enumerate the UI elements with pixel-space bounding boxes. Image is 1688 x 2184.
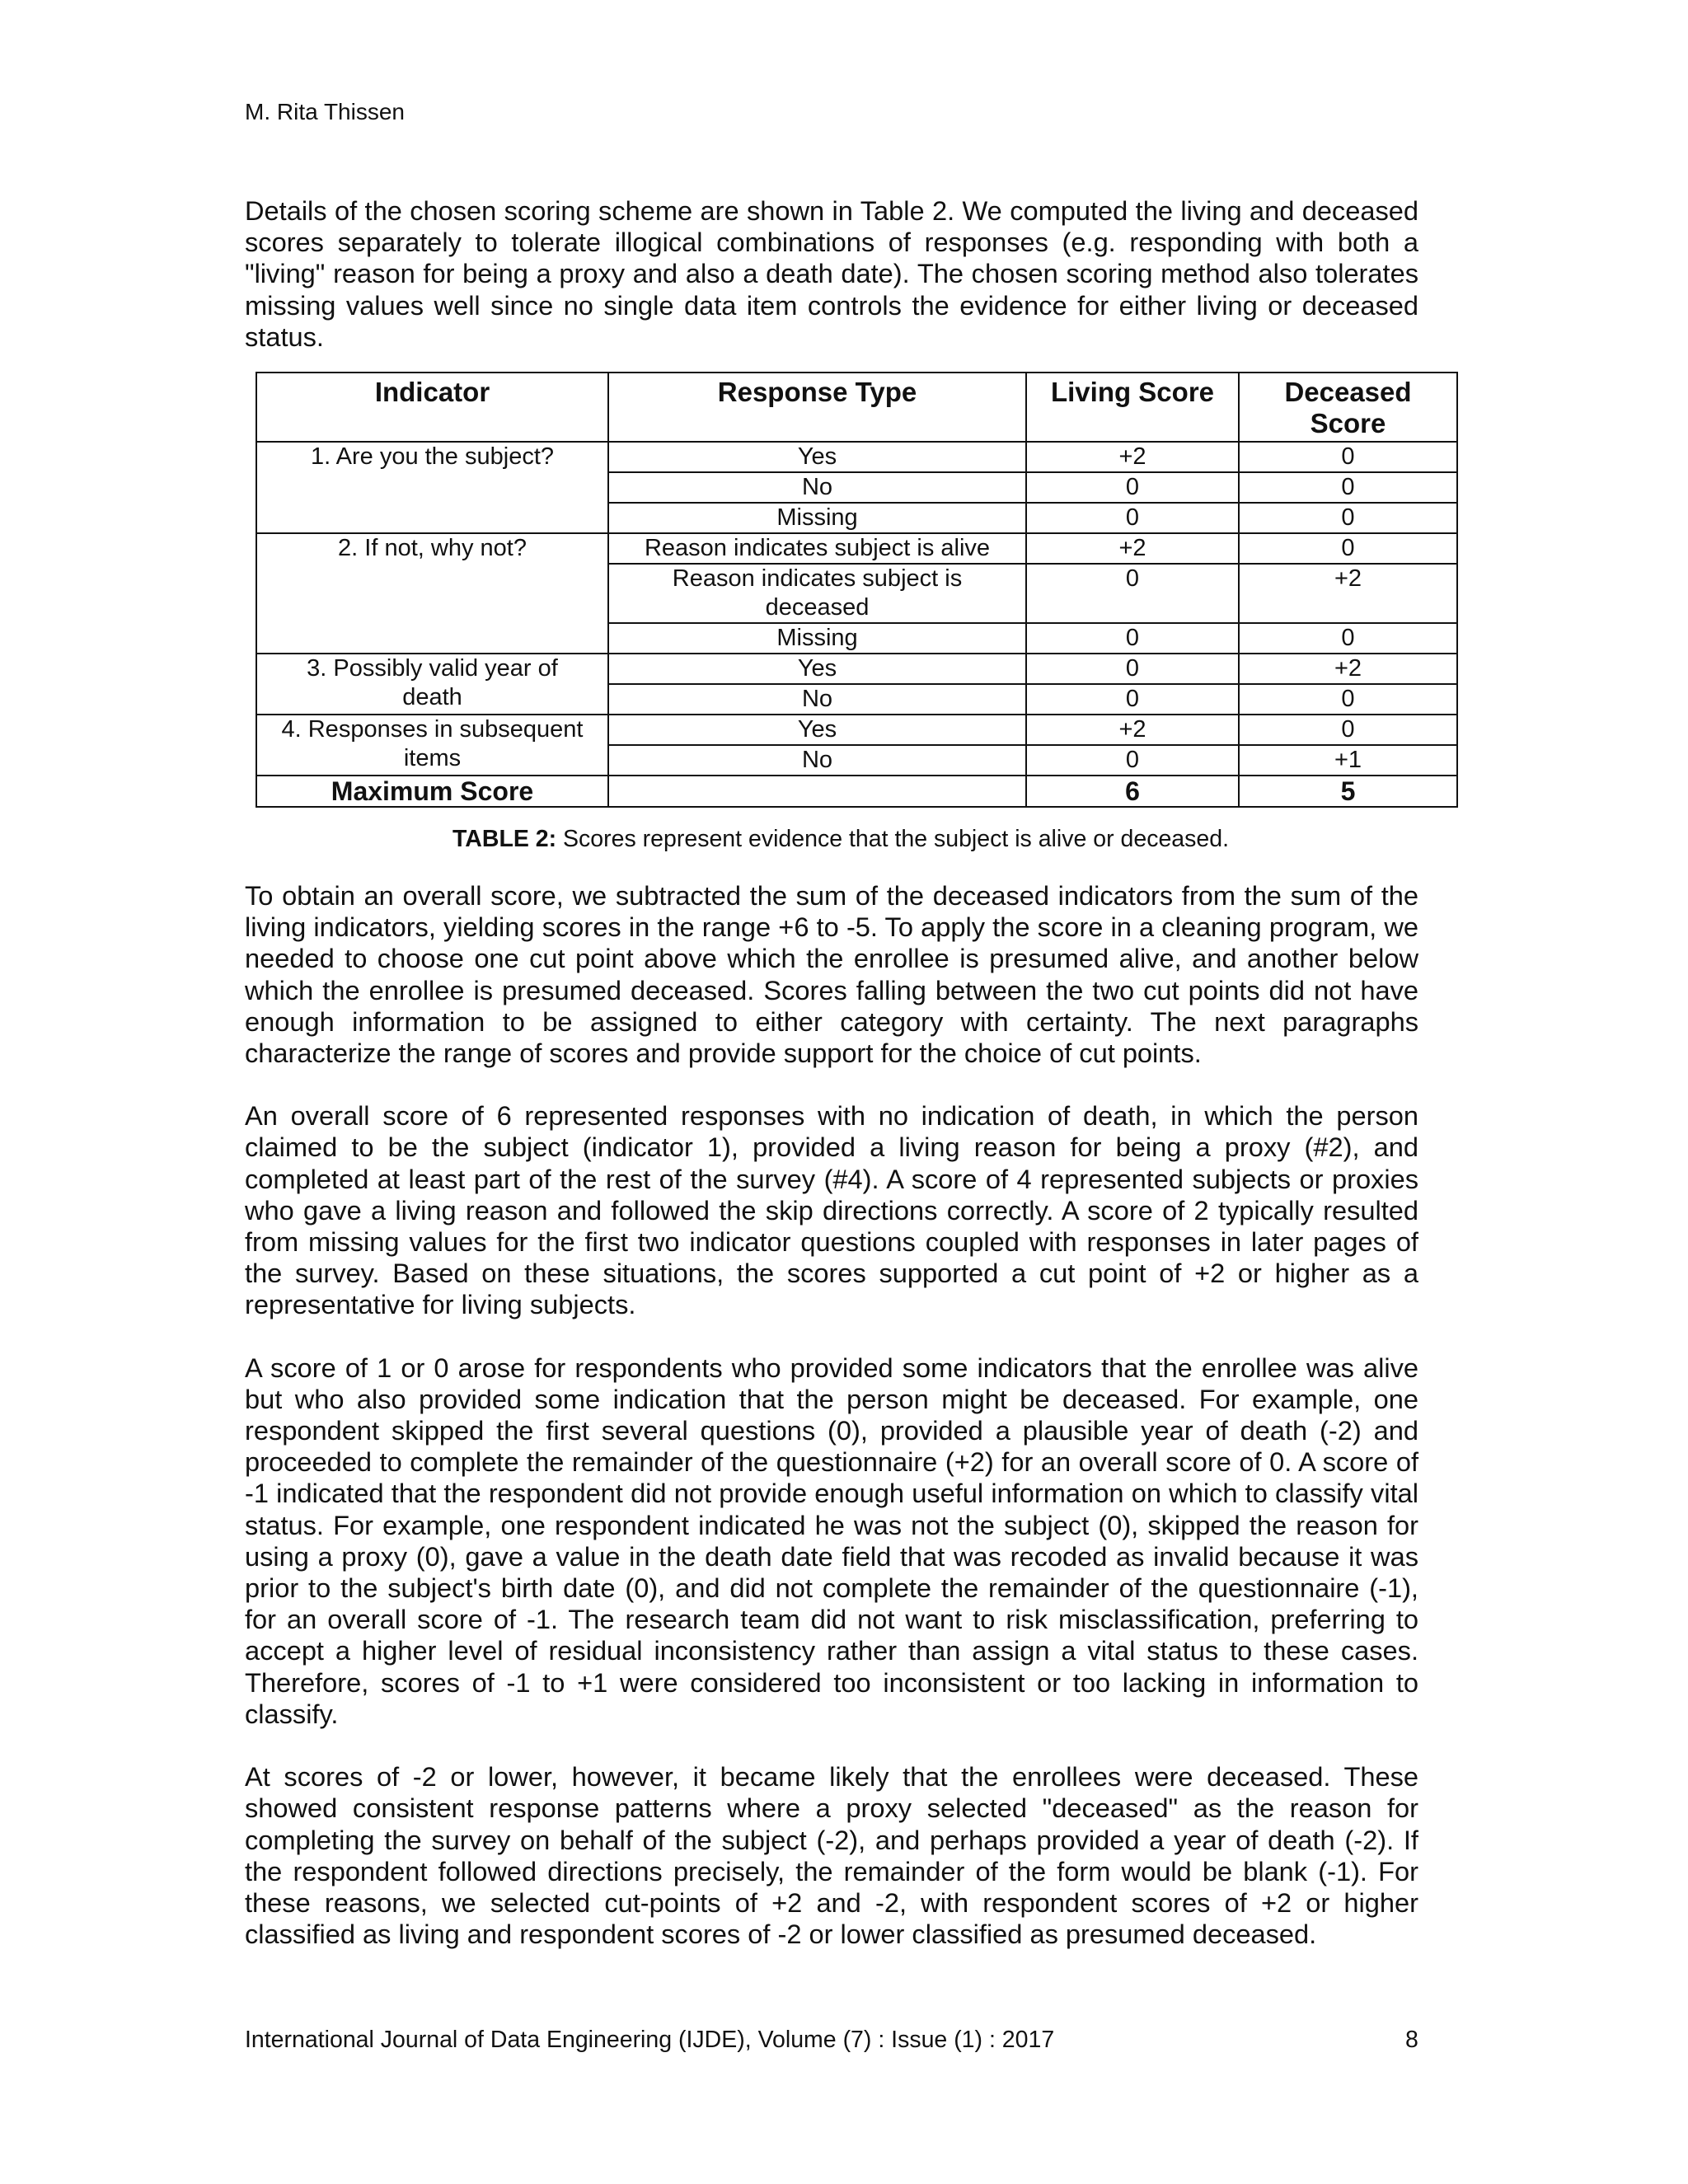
total-response-cell — [608, 776, 1026, 807]
header-living-score: Living Score — [1026, 373, 1239, 442]
response-type-cell: Yes — [608, 654, 1026, 684]
deceased-score-cell: 0 — [1239, 472, 1457, 503]
total-living-score: 6 — [1026, 776, 1239, 807]
table-total-row — [256, 776, 1457, 807]
intro-paragraph: Details of the chosen scoring scheme are shown in Table 2. We computed the living and deceased scores separately to tolerate illogical combinations of responses (e.g. responding with both a "living" reason for being a proxy and also a death date). The chosen scoring method also tolerates missing values well since no single data item controls the evidence for either living or deceased status. — [245, 195, 1418, 352]
table-row — [256, 715, 1457, 745]
response-type-cell: Reason indicates subject is alive — [608, 533, 1026, 564]
living-score-cell: 0 — [1026, 684, 1239, 715]
living-score-cell: 0 — [1026, 654, 1239, 684]
response-type-cell: No — [608, 745, 1026, 776]
deceased-score-cell: 0 — [1239, 623, 1457, 654]
living-score-cell: 0 — [1026, 564, 1239, 623]
header-indicator: Indicator — [256, 373, 608, 442]
body-paragraph-3: A score of 1 or 0 arose for respondents who provided some indicators that the enrollee was alive but who also provided some indication that the person might be deceased. For example, one respondent skipped the first several questions (0), provided a plausible year of death (-2) and proceeded to complete the remainder of the questionnaire (+2) for an overall score of 0. A score of -1 indicated that the respondent did not provide enough useful information on which to classify vital status. For example, one respondent indicated he was not the subject (0), skipped the reason for using a proxy (0), gave a value in the death date field that was recoded as invalid because it was prior to the subject's birth date (0), and did not complete the remainder of the questionnaire (-1), for an overall score of -1. The research team did not want to risk misclassification, preferring to accept a higher level of residual inconsistency rather than assign a vital status to these cases. Therefore, scores of -1 to +1 were considered too inconsistent or too lacking in information to classify. — [245, 1352, 1418, 1729]
response-type-cell: Reason indicates subject is deceased — [608, 564, 1026, 623]
response-type-cell: Missing — [608, 623, 1026, 654]
footer-journal: International Journal of Data Engineering (IJDE), Volume (7) : Issue (1) : 2017 — [245, 2027, 1055, 2053]
deceased-score-cell: +2 — [1239, 654, 1457, 684]
response-type-cell: No — [608, 472, 1026, 503]
body-paragraph-2: An overall score of 6 represented responses with no indication of death, in which the person claimed to be the subject (indicator 1), provided a living reason for being a proxy (#2), and completed at least part of the rest of the survey (#4). A score of 4 represented subjects or proxies who gave a living reason and followed the skip directions correctly. A score of 2 typically resulted from missing values for the first two indicator questions coupled with responses in later pages of the survey. Based on these situations, the scores supported a cut point of +2 or higher as a representative for living subjects. — [245, 1100, 1418, 1320]
running-head-author: M. Rita Thissen — [245, 99, 405, 124]
table-row — [256, 533, 1457, 564]
response-type-cell: No — [608, 684, 1026, 715]
indicator-label: 2. If not, why not? — [256, 533, 608, 654]
living-score-cell: 0 — [1026, 503, 1239, 533]
deceased-score-cell: 0 — [1239, 684, 1457, 715]
living-score-cell: +2 — [1026, 715, 1239, 745]
living-score-cell: 0 — [1026, 745, 1239, 776]
table-row — [256, 654, 1457, 684]
table-caption — [245, 824, 1418, 854]
table-header-row — [256, 373, 1457, 442]
deceased-score-cell: 0 — [1239, 503, 1457, 533]
scores-table-wrapper — [256, 372, 1456, 808]
indicator-label: 3. Possibly valid year of death — [256, 654, 608, 715]
header-response-type: Response Type — [608, 373, 1026, 442]
living-score-cell: 0 — [1026, 472, 1239, 503]
deceased-score-cell: 0 — [1239, 442, 1457, 472]
body-paragraph-4: At scores of -2 or lower, however, it became likely that the enrollees were deceased. These showed consistent response patterns where a proxy selected "deceased" as the reason for completing the survey on behalf of the subject (-2), and perhaps provided a year of death (-2). If the respondent followed directions precisely, the remainder of the form would be blank (-1). For these reasons, we selected cut-points of +2 and -2, with respondent scores of +2 or higher classified as living and respondent scores of -2 or lower classified as presumed deceased. — [245, 1761, 1418, 1950]
response-type-cell: Yes — [608, 442, 1026, 472]
body-paragraph-1: To obtain an overall score, we subtracted the sum of the deceased indicators from the sum of the living indicators, yielding scores in the range +6 to -5. To apply the score in a cleaning program, we needed to choose one cut point above which the enrollee is presumed alive, and another below which the enrollee is presumed deceased. Scores falling between the two cut points did not have enough information to be assigned to either category with certainty. The next paragraphs characterize the range of scores and provide support for the choice of cut points. — [245, 880, 1418, 1069]
living-score-cell: +2 — [1026, 442, 1239, 472]
caption-text: Scores represent evidence that the subject is alive or deceased. — [556, 826, 1230, 853]
header-deceased-score: Deceased Score — [1239, 373, 1457, 442]
response-type-cell: Yes — [608, 715, 1026, 745]
footer-page-number: 8 — [1405, 2027, 1418, 2053]
indicator-label: 1. Are you the subject? — [256, 442, 608, 533]
caption-label: TABLE 2: — [452, 826, 557, 853]
living-score-cell: +2 — [1026, 533, 1239, 564]
deceased-score-cell: 0 — [1239, 715, 1457, 745]
table-row — [256, 442, 1457, 472]
page-content — [245, 195, 1418, 1950]
total-deceased-score: 5 — [1239, 776, 1457, 807]
response-type-cell: Missing — [608, 503, 1026, 533]
deceased-score-cell: 0 — [1239, 533, 1457, 564]
living-score-cell: 0 — [1026, 623, 1239, 654]
indicator-label: 4. Responses in subsequent items — [256, 715, 608, 776]
total-label: Maximum Score — [256, 776, 608, 807]
scores-table — [256, 372, 1458, 808]
deceased-score-cell: +1 — [1239, 745, 1457, 776]
deceased-score-cell: +2 — [1239, 564, 1457, 623]
